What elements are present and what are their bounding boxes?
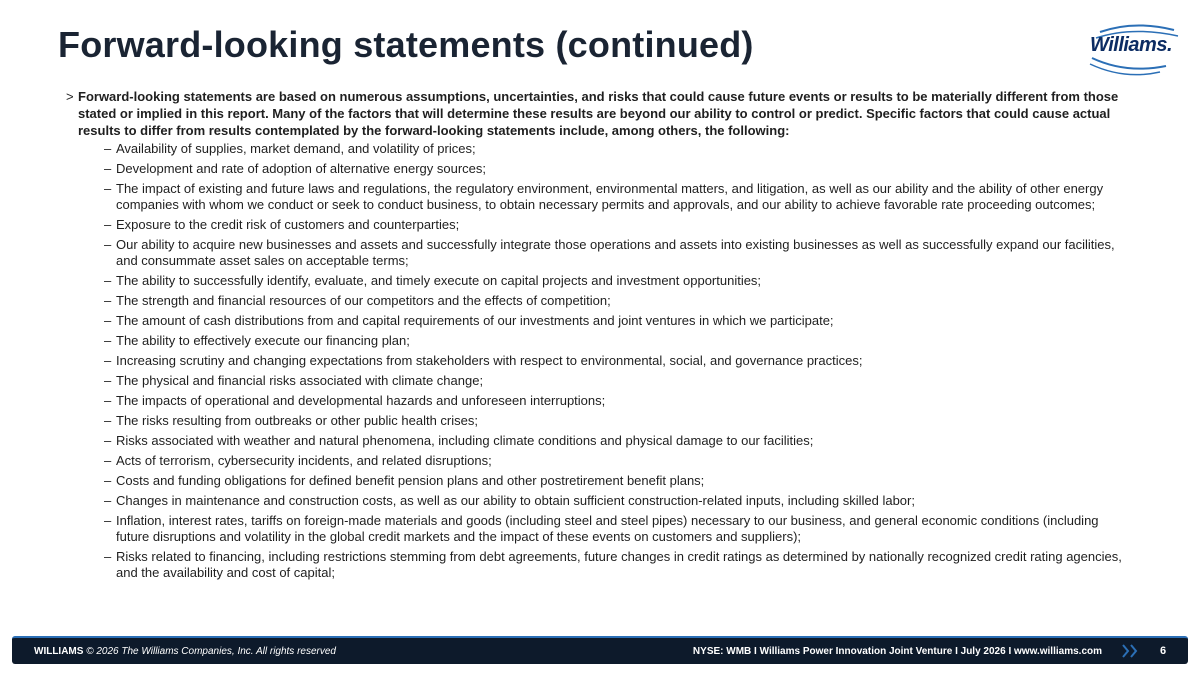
list-item-text: Our ability to acquire new businesses and assets and successfully integrate those operations and assets into existing businesses as well as successfully expand our facilities, and consummate asset sales on acceptable terms; [116, 237, 1115, 268]
footer-bar [12, 636, 1188, 664]
dash-marker: – [104, 549, 112, 564]
list-item-text: Increasing scrutiny and changing expectations from stakeholders with respect to environmental, social, and governance practices; [116, 353, 863, 368]
dash-marker: – [104, 273, 112, 288]
list-item [104, 313, 1128, 329]
list-item [104, 181, 1128, 213]
dash-marker: – [104, 293, 112, 308]
list-item [104, 473, 1128, 489]
list-item-text: The ability to effectively execute our financing plan; [116, 333, 410, 348]
list-item-text: Exposure to the credit risk of customers and counterparties; [116, 217, 460, 232]
list-item [104, 353, 1128, 369]
dash-marker: – [104, 237, 112, 252]
page-title: Forward-looking statements (continued) [58, 24, 754, 65]
list-item-text: The risks resulting from outbreaks or other public health crises; [116, 413, 478, 428]
list-item [104, 293, 1128, 309]
dash-marker: – [104, 453, 112, 468]
statements-body [66, 88, 1128, 585]
dash-marker: – [104, 393, 112, 408]
footer-copyright-text: © 2026 The Williams Companies, Inc. All rights reserved [83, 646, 336, 657]
list-item [104, 273, 1128, 289]
list-item-text: The strength and financial resources of our competitors and the effects of competition; [116, 293, 611, 308]
list-item-text: The physical and financial risks associated with climate change; [116, 373, 484, 388]
list-item-text: Acts of terrorism, cybersecurity incidents, and related disruptions; [116, 453, 492, 468]
list-item-text: The ability to successfully identify, evaluate, and timely execute on capital projects and investment opportunities; [116, 273, 762, 288]
list-item-text: Inflation, interest rates, tariffs on foreign-made materials and goods (including steel and steel pipes) necessary to our business, and general economic conditions (including future disruptions and volatility in the global credit markets and the impact of these events on customers and suppliers); [116, 513, 1099, 544]
dash-marker: – [104, 217, 112, 232]
dash-marker: – [104, 433, 112, 448]
dash-marker: – [104, 513, 112, 528]
list-item-text: Risks associated with weather and natural phenomena, including climate conditions and physical damage to our facilities; [116, 433, 814, 448]
list-item [104, 413, 1128, 429]
list-item-text: The impact of existing and future laws and regulations, the regulatory environment, environmental matters, and litigation, as well as our ability and the ability of other energy companies with whom we conduct or seek to conduct business, to obtain necessary permits and approvals, and our ability to achieve favorable rate proceeding outcomes; [116, 181, 1104, 212]
chevron-right-icon [1120, 642, 1140, 660]
page-number: 6 [1160, 645, 1167, 657]
intro-paragraph [66, 88, 1128, 139]
list-item [104, 141, 1128, 157]
list-item [104, 549, 1128, 581]
dash-marker: – [104, 181, 112, 196]
list-item [104, 161, 1128, 177]
footer-info: NYSE: WMB I Williams Power Innovation Joint Venture I July 2026 I www.williams.com [692, 646, 1102, 657]
dash-marker: – [104, 373, 112, 388]
list-item-text: The impacts of operational and developmental hazards and unforeseen interruptions; [116, 393, 606, 408]
list-item-text: The amount of cash distributions from and capital requirements of our investments and joint ventures in which we participate; [116, 313, 834, 328]
dash-marker: – [104, 473, 112, 488]
list-item [104, 433, 1128, 449]
list-item [104, 237, 1128, 269]
list-item-text: Costs and funding obligations for defined benefit pension plans and other postretirement benefit plans; [116, 473, 705, 488]
list-item-text: Changes in maintenance and construction costs, as well as our ability to obtain sufficient construction-related inputs, including skilled labor; [116, 493, 915, 508]
list-item [104, 333, 1128, 349]
list-item [104, 373, 1128, 389]
list-item [104, 217, 1128, 233]
intro-text: Forward-looking statements are based on numerous assumptions, uncertainties, and risks that could cause future events or results to be materially different from those stated or implied in this report. Many of the factors that will determine these results are beyond our ability to control or predict. Specific factors that could cause actual results to differ from results contemplated by the forward-looking statements include, among others, the following: [78, 89, 1119, 138]
dash-marker: – [104, 353, 112, 368]
dash-marker: – [104, 333, 112, 348]
dash-marker: – [104, 141, 112, 156]
dash-marker: – [104, 413, 112, 428]
footer-company: WILLIAMS [34, 646, 84, 657]
list-item [104, 453, 1128, 469]
logo-text: Williams. [1090, 34, 1173, 56]
list-item [104, 393, 1128, 409]
dash-marker: – [104, 493, 112, 508]
risk-factor-list [66, 141, 1128, 581]
list-item [104, 493, 1128, 509]
list-item-text: Development and rate of adoption of alternative energy sources; [116, 161, 487, 176]
dash-marker: – [104, 313, 112, 328]
bullet-marker: > [66, 89, 74, 104]
footer-copyright [34, 646, 336, 657]
williams-logo [1086, 22, 1182, 76]
list-item-text: Risks related to financing, including restrictions stemming from debt agreements, future changes in credit ratings as determined by nationally recognized credit rating agencies, and the availability and cost of capital; [116, 549, 1122, 580]
list-item-text: Availability of supplies, market demand, and volatility of prices; [116, 141, 476, 156]
dash-marker: – [104, 161, 112, 176]
list-item [104, 513, 1128, 545]
